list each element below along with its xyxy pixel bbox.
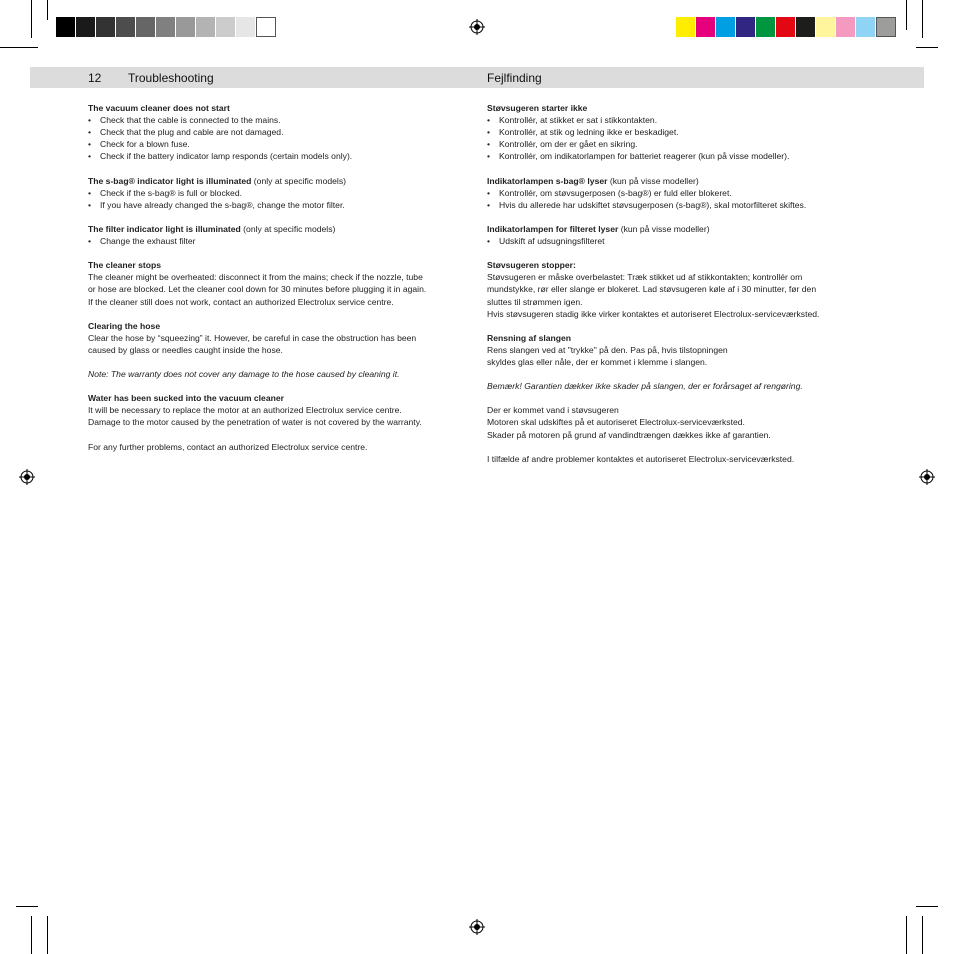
section-sbag-indicator: [88, 175, 468, 211]
paragraph-line: or hose are blocked. Let the cleaner cool down for 30 minutes before plugging it in again.: [88, 284, 427, 295]
bullet-list: [88, 187, 468, 211]
heading-text: The s-bag® indicator light is illuminated: [88, 175, 252, 186]
section-sbag-lyser: [487, 175, 872, 211]
list-item: • Udskift af udsugningsfilteret: [487, 235, 872, 247]
list-item: • Check that the plug and cable are not damaged.: [88, 126, 468, 138]
warranty-note: [487, 380, 872, 392]
section-stopper: [487, 259, 872, 319]
color-swatch: [676, 17, 696, 37]
section-filteret-lyser: [487, 223, 872, 247]
heading-text: The filter indicator light is illuminated: [88, 223, 241, 234]
crop-mark: [16, 47, 38, 48]
list-item: • Kontrollér, at stik og ledning ikke er beskadiget.: [487, 126, 872, 138]
list-item: • Check that the cable is connected to the mains.: [88, 114, 468, 126]
bullet-list: [487, 187, 872, 211]
section-heading: Støvsugeren stopper:: [487, 260, 576, 271]
section-heading: Rensning af slangen: [487, 332, 572, 343]
list-item: • Check for a blown fuse.: [88, 138, 468, 150]
further-problems: [487, 453, 872, 465]
list-item: • Kontrollér, om støvsugerposen (s-bag®) er fuld eller blokeret.: [487, 187, 872, 199]
section-heading: Water has been sucked into the vacuum cleaner: [88, 393, 284, 404]
section-heading: [88, 175, 468, 187]
paragraph-line: Hvis støvsugeren stadig ikke virker kontaktes et autoriseret Electrolux-serviceværksted.: [487, 308, 820, 319]
heading-note: (kun på visse modeller): [618, 223, 710, 234]
color-swatch: [156, 17, 176, 37]
paragraph-line: The cleaner might be overheated: disconnect it from the mains; check if the nozzle, tube: [88, 272, 423, 283]
section-does-not-start: [88, 102, 468, 162]
crop-mark: [922, 916, 923, 954]
heading-text: Indikatorlampen s-bag® lyser: [487, 175, 608, 186]
paragraph-line: Motoren skal udskiftes på et autoriseret Electrolux-serviceværksted.: [487, 417, 745, 428]
color-swatch: [716, 17, 736, 37]
registration-mark-icon: [19, 469, 35, 485]
color-swatch: [756, 17, 776, 37]
section-water-sucked: [88, 392, 468, 428]
section-clearing-hose: [88, 320, 468, 356]
heading-text: Indikatorlampen for filteret lyser: [487, 223, 619, 234]
list-item: • Check if the battery indicator lamp responds (certain models only).: [88, 150, 468, 162]
color-swatch: [696, 17, 716, 37]
color-swatch: [876, 17, 896, 37]
section-heading: [88, 223, 468, 235]
section-cleaner-stops: [88, 259, 468, 307]
crop-mark: [31, 916, 32, 954]
paragraph-line: Støvsugeren er måske overbelastet: Træk stikket ud af stikkontakten; kontrollér om: [487, 272, 803, 283]
paragraph-line: Skader på motoren på grund af vandindtrængen dækkes ikke af garantien.: [487, 429, 771, 440]
color-swatch: [56, 17, 76, 37]
bullet-list: [487, 114, 872, 162]
crop-mark: [47, 916, 48, 954]
color-swatch: [736, 17, 756, 37]
section-heading: The cleaner stops: [88, 260, 162, 271]
section-rensning: [487, 332, 872, 368]
paragraph-line: sluttes til strømmen igen.: [487, 296, 583, 307]
section-heading: [487, 223, 872, 235]
crop-mark: [16, 906, 38, 907]
list-item: • Kontrollér, at stikket er sat i stikkontakten.: [487, 114, 872, 126]
paragraph-line: caused by glass or needles caught inside the hose.: [88, 344, 283, 355]
list-item: • Kontrollér, om indikatorlampen for batteriet reagerer (kun på visse modeller).: [487, 150, 872, 162]
paragraph-line: For any further problems, contact an authorized Electrolux service centre.: [88, 441, 368, 452]
section-heading: The vacuum cleaner does not start: [88, 103, 230, 113]
color-swatch: [76, 17, 96, 37]
color-swatch: [136, 17, 156, 37]
color-swatch: [236, 17, 256, 37]
english-column: [88, 102, 468, 465]
crop-mark: [47, 0, 48, 20]
heading-note: (only at specific models): [251, 175, 346, 186]
color-swatch: [796, 17, 816, 37]
section-filter-indicator: [88, 223, 468, 247]
section-heading: Clearing the hose: [88, 320, 161, 331]
heading-note: (kun på visse modeller): [607, 175, 699, 186]
bullet-list: [88, 114, 468, 162]
color-swatch: [96, 17, 116, 37]
section-heading: [487, 175, 872, 187]
grayscale-color-bar: [56, 17, 276, 37]
paragraph-line: mundstykke, rør eller slange er blokeret. Lad støvsugeren køle af i 30 minutter, før den: [487, 284, 817, 295]
section-starter-ikke: [487, 102, 872, 162]
paragraph-line: I tilfælde af andre problemer kontaktes et autoriseret Electrolux-serviceværksted.: [487, 453, 795, 464]
heading-note: (only at specific models): [240, 223, 336, 234]
section-title-danish: Fejlfinding: [487, 71, 542, 85]
crop-mark: [906, 0, 907, 30]
section-title-english: Troubleshooting: [128, 71, 214, 85]
page-number: 12: [88, 71, 102, 85]
process-color-bar: [676, 17, 896, 37]
color-swatch: [776, 17, 796, 37]
crop-mark: [31, 0, 32, 38]
paragraph-line: Rens slangen ved at "trykke" på den. Pas på, hvis tilstopningen: [487, 344, 728, 355]
color-swatch: [856, 17, 876, 37]
warranty-note: [88, 368, 468, 380]
list-item: • Kontrollér, om der er gået en sikring.: [487, 138, 872, 150]
bullet-list: [487, 235, 872, 247]
list-item: • Hvis du allerede har udskiftet støvsugerposen (s-bag®), skal motorfilteret skiftes.: [487, 199, 872, 211]
registration-mark-icon: [919, 469, 935, 485]
registration-mark-icon: [469, 19, 485, 35]
list-item: • Check if the s-bag® is full or blocked.: [88, 187, 468, 199]
color-swatch: [216, 17, 236, 37]
crop-mark: [916, 47, 938, 48]
paragraph-line: If the cleaner still does not work, contact an authorized Electrolux service centre.: [88, 296, 394, 307]
paragraph-line: It will be necessary to replace the motor at an authorized Electrolux service centre.: [88, 405, 402, 416]
bullet-list: [88, 235, 468, 247]
color-swatch: [256, 17, 276, 37]
crop-mark: [916, 906, 938, 907]
crop-mark: [922, 0, 923, 38]
color-swatch: [816, 17, 836, 37]
registration-mark-icon: [469, 919, 485, 935]
paragraph-line: Clear the hose by “squeezing” it. However, be careful in case the obstruction has been: [88, 332, 417, 343]
crop-mark: [906, 916, 907, 954]
note-text: Bemærk! Garantien dækker ikke skader på slangen, der er forårsaget af rengøring.: [487, 381, 803, 392]
further-problems: [88, 441, 468, 453]
paragraph-line: Damage to the motor caused by the penetration of water is not covered by the warranty.: [88, 417, 422, 428]
color-swatch: [836, 17, 856, 37]
note-text: Note: The warranty does not cover any damage to the hose caused by cleaning it.: [88, 369, 400, 380]
list-item: • If you have already changed the s-bag®, change the motor filter.: [88, 199, 468, 211]
color-swatch: [196, 17, 216, 37]
section-heading: Støvsugeren starter ikke: [487, 103, 588, 113]
section-heading: Der er kommet vand i støvsugeren: [487, 405, 619, 416]
color-swatch: [116, 17, 136, 37]
section-vand: [487, 404, 872, 440]
list-item: • Change the exhaust filter: [88, 235, 468, 247]
paragraph-line: skyldes glas eller nåle, der er kommet i klemme i slangen.: [487, 356, 708, 367]
danish-column: [487, 102, 872, 477]
color-swatch: [176, 17, 196, 37]
